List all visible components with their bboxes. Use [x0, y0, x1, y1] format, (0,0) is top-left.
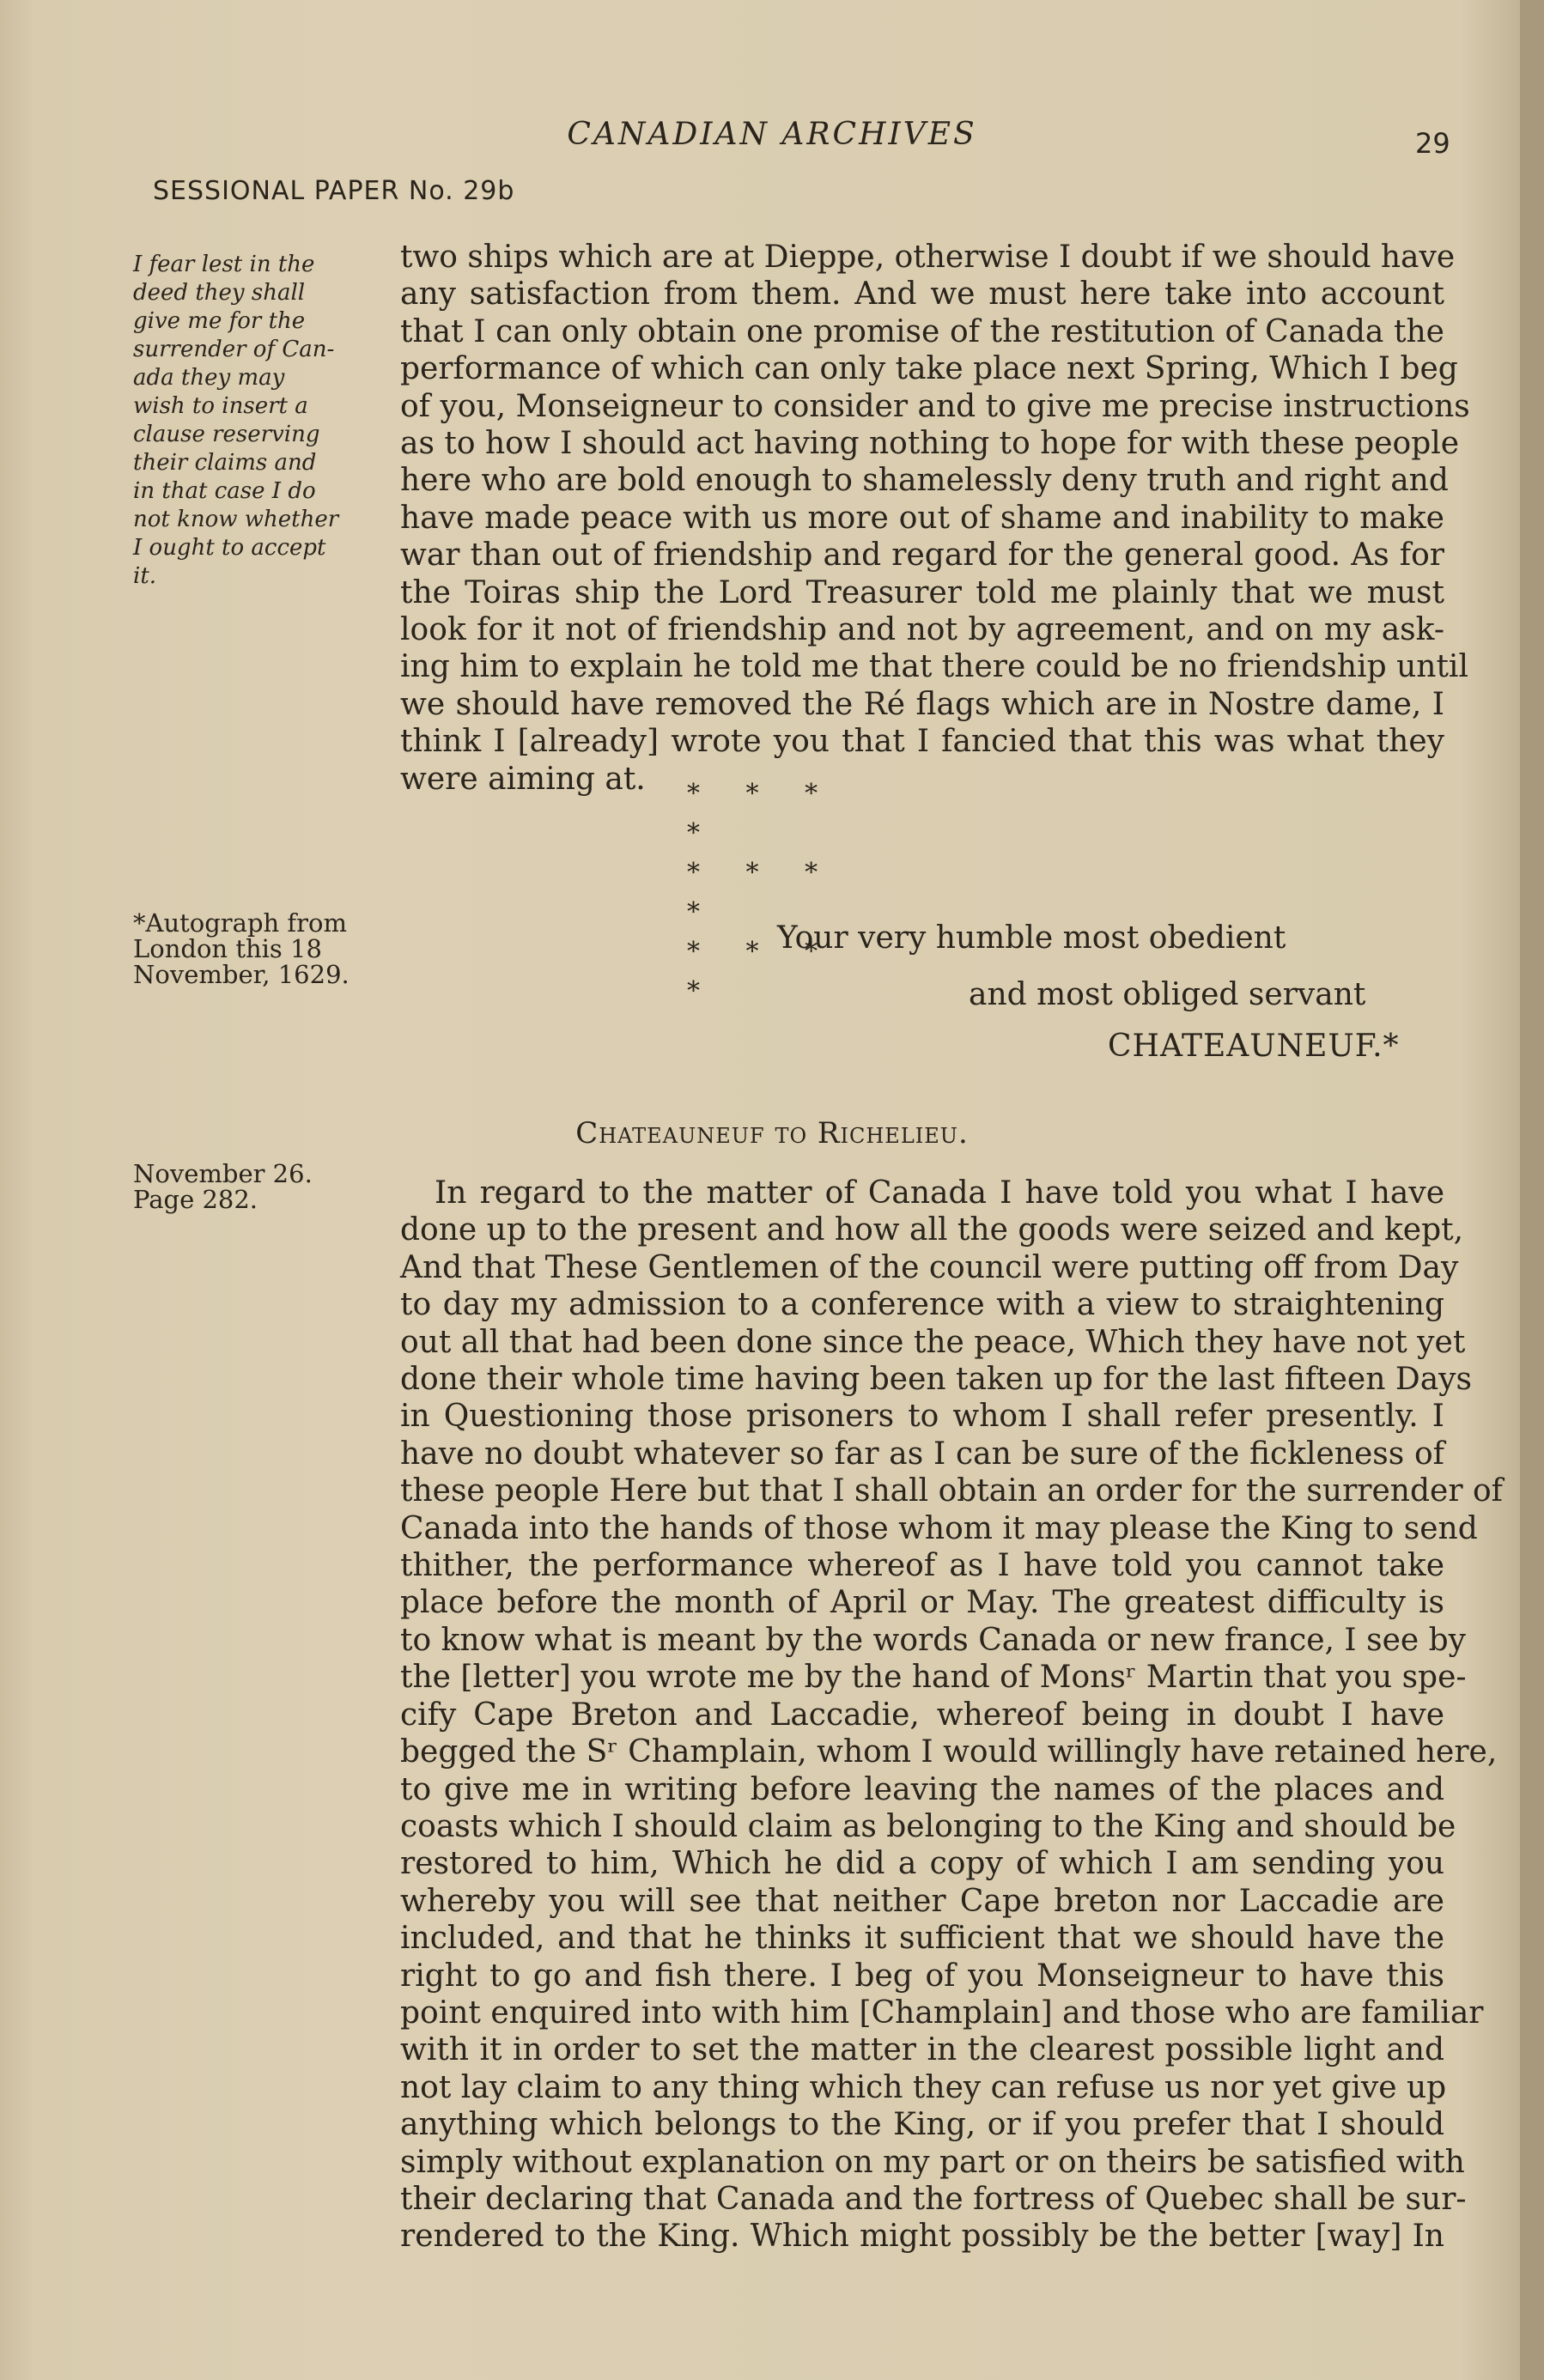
text-line: whereby you will see that neither Cape breton nor Laccadie are [400, 1883, 1444, 1919]
text-line: coasts which I should claim as belonging to the King and should be [400, 1808, 1456, 1844]
text-line: done their whole time having been taken up for the last fifteen Days [400, 1362, 1472, 1398]
stars-row: * * * * [687, 779, 837, 848]
stars-row: * * * * [687, 858, 837, 927]
text-line: simply without explanation on my part or on theirs be satisfied with [400, 2144, 1465, 2180]
text-line: have made peace with us more out of shame and inability to make [400, 500, 1444, 536]
text-line: were aiming at. [400, 761, 646, 797]
text-line: anything which belongs to the King, or if you prefer that I should [400, 2107, 1444, 2143]
text-line: done up to the present and how all the goods were seized and kept, [400, 1212, 1464, 1248]
text-line: here who are bold enough to shamelessly deny truth and right and [400, 463, 1449, 499]
text-line: out all that had been done since the peace, Which they have not yet [400, 1324, 1466, 1360]
page-number: 29 [1415, 127, 1450, 160]
margin-line: wish to insert a [133, 393, 308, 419]
margin-line: November, 1629. [133, 960, 350, 989]
margin-line: deed they shall [133, 280, 306, 306]
margin-note-autograph [133, 910, 391, 987]
text-line: point enquired into with him [Champlain] and those who are familiar [400, 1994, 1484, 2031]
text-line: not lay claim to any thing which they can refuse us nor yet give up [400, 2069, 1447, 2105]
letter-heading: Chateauneuf to Richelieu. [575, 1116, 969, 1151]
text-line: their declaring that Canada and the fortress of Quebec shall be sur- [400, 2181, 1467, 2217]
page-edge [1520, 0, 1544, 2380]
margin-note-date [133, 1161, 391, 1212]
text-line: begged the Sʳ Champlain, whom I would willingly have retained here, [400, 1734, 1498, 1770]
margin-line: *Autograph from [133, 908, 347, 938]
text-line: of you, Monseigneur to consider and to give me precise instructions [400, 388, 1470, 424]
margin-line: ada they may [133, 365, 285, 391]
ellipsis-stars [687, 774, 876, 1011]
text-line: restored to him, Which he did a copy of which I am sending you [400, 1846, 1444, 1882]
margin-line: Page 282. [133, 1185, 258, 1214]
margin-line: it. [133, 563, 157, 589]
text-line: with it in order to set the matter in the clearest possible light and [400, 2032, 1444, 2068]
text-line: In regard to the matter of Canada I have told you what I have [435, 1175, 1444, 1211]
stars-row: * * * * [687, 937, 837, 1006]
text-line: in Questioning those prisoners to whom I shall refer presently. I [400, 1399, 1444, 1435]
sessional-paper-label: SESSIONAL PAPER No. 29b [153, 176, 515, 206]
text-line: any satisfaction from them. And we must here take into account [400, 276, 1444, 313]
margin-line: I fear lest in the [133, 252, 315, 277]
text-line: Canada into the hands of those whom it may please the King to send [400, 1510, 1478, 1546]
text-line: to give me in writing before leaving the names of the places and [400, 1771, 1444, 1807]
text-line: war than out of friendship and regard for the general good. As for [400, 537, 1444, 574]
margin-line: London this 18 [133, 934, 322, 963]
letter1-body [400, 239, 1470, 798]
letter2-body [400, 1175, 1503, 2256]
text-line: included, and that he thinks it sufficient that we should have the [400, 1921, 1444, 1957]
text-line: think I [already] wrote you that I fancied that this was what they [400, 724, 1444, 760]
margin-line: give me for the [133, 308, 306, 334]
closing-line-1: Your very humble most obedient [777, 920, 1286, 956]
text-line: rendered to the King. Which might possibly be the better [way] In [400, 2219, 1444, 2255]
text-line: And that These Gentlemen of the council were putting off from Day [400, 1249, 1459, 1285]
margin-line: November 26. [133, 1159, 313, 1188]
text-line: right to go and fish there. I beg of you Monseigneur to have this [400, 1958, 1444, 1994]
signature: CHATEAUNEUF.* [1108, 1029, 1400, 1064]
text-line: to day my admission to a conference with a view to straightening [400, 1287, 1444, 1323]
text-line: ing him to explain he told me that there could be no friendship until [400, 649, 1468, 685]
margin-line: in that case I do [133, 478, 316, 504]
text-line: the Toiras ship the Lord Treasurer told me plainly that we must [400, 574, 1444, 610]
margin-line: surrender of Can- [133, 337, 335, 362]
margin-line: I ought to accept [133, 535, 326, 561]
text-line: as to how I should act having nothing to hope for with these people [400, 426, 1460, 462]
text-line: two ships which are at Dieppe, otherwise I doubt if we should have [400, 240, 1456, 275]
running-head: CANADIAN ARCHIVES [567, 117, 977, 152]
text-line: have no doubt whatever so far as I can be sure of the fickleness of [400, 1436, 1444, 1472]
closing-line-2: and most obliged servant [969, 977, 1366, 1012]
text-line: place before the month of April or May. The greatest difficulty is [400, 1585, 1444, 1621]
text-line: the [letter] you wrote me by the hand of Monsʳ Martin that you spe- [400, 1660, 1467, 1696]
text-line: to know what is meant by the words Canada or new france, I see by [400, 1622, 1466, 1658]
text-line: performance of which can only take place next Spring, Which I beg [400, 351, 1458, 387]
margin-line: clause reserving [133, 422, 320, 447]
text-line: look for it not of friendship and not by agreement, and on my ask- [400, 612, 1444, 648]
text-line: thither, the performance whereof as I have told you cannot take [400, 1548, 1444, 1584]
margin-note-fear [133, 251, 391, 591]
text-line: these people Here but that I shall obtain an order for the surrender of [400, 1473, 1503, 1509]
text-line: that I can only obtain one promise of the restitution of Canada the [400, 313, 1444, 349]
margin-line: not know whether [133, 507, 339, 532]
text-line: we should have removed the Ré flags which are in Nostre dame, I [400, 686, 1444, 722]
margin-line: their claims and [133, 450, 317, 476]
text-line: cify Cape Breton and Laccadie, whereof being in doubt I have [400, 1697, 1444, 1733]
